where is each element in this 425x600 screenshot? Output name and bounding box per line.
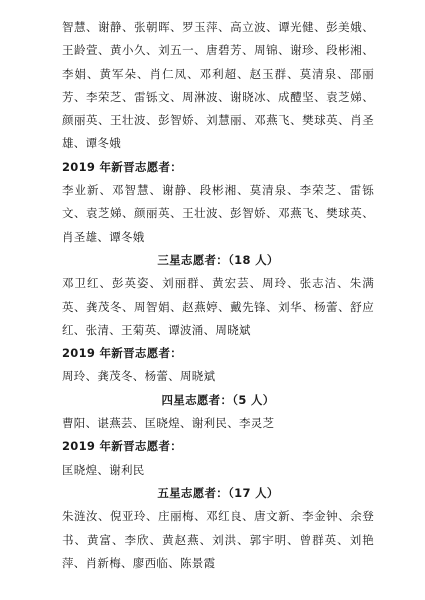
three-star-new-heading: 2019 年新晋志愿者： — [62, 346, 183, 361]
three-star-title: 三星志愿者：（18 人） — [157, 252, 279, 267]
top-new-volunteers-list: 李业新、邓智慧、谢静、段彬湘、莫清泉、李荣芝、雷铄文、袁芝娣、颜丽英、王壮波、彭智娇、邓燕飞、樊球英、肖圣雄、谭冬娥 — [62, 183, 374, 244]
four-star-names: 曹阳、谌燕芸、匡晓煌、谢利民、李灵芝 — [62, 416, 275, 431]
five-star-title: 五星志愿者：（17 人） — [157, 485, 279, 500]
five-star-names: 朱涟汝、倪亚玲、庄丽梅、邓红良、唐文新、李金钟、余登书、黄富、李欣、黄赵燕、刘洪、郭宇明、曾群英、刘艳萍、肖新梅、廖西临、陈景霞 — [62, 509, 374, 570]
top-new-volunteers-heading: 2019 年新晋志愿者： — [62, 159, 183, 174]
four-star-new-names: 匡晓煌、谢利民 — [62, 462, 145, 477]
three-star-names: 邓卫红、彭英姿、刘丽群、黄宏芸、周玲、张志洁、朱满英、龚茂冬、周智娟、赵燕婷、戴先锋、刘华、杨蕾、舒应红、张清、王菊英、谭波涌、周晓斌 — [62, 276, 374, 337]
document-body — [62, 16, 374, 575]
four-star-new-heading: 2019 年新晋志愿者： — [62, 439, 183, 454]
four-star-title: 四星志愿者：（5 人） — [161, 392, 275, 407]
three-star-new-names: 周玲、龚茂冬、杨蕾、周晓斌 — [62, 369, 216, 384]
top-names-paragraph: 智慧、谢静、张朝晖、罗玉萍、高立波、谭光健、彭美娥、王龄萱、黄小久、刘五一、唐碧芳、周锦、谢珍、段彬湘、李娟、黄军朵、肖仁凤、邓利超、赵玉群、莫清泉、邵丽芳、李荣芝、雷铄文、周淋波、谢晓冰、成醴坚、袁芝娣、颜丽英、王壮波、彭智娇、刘慧丽、邓燕飞、樊球英、肖圣雄、谭冬娥 — [62, 20, 374, 151]
